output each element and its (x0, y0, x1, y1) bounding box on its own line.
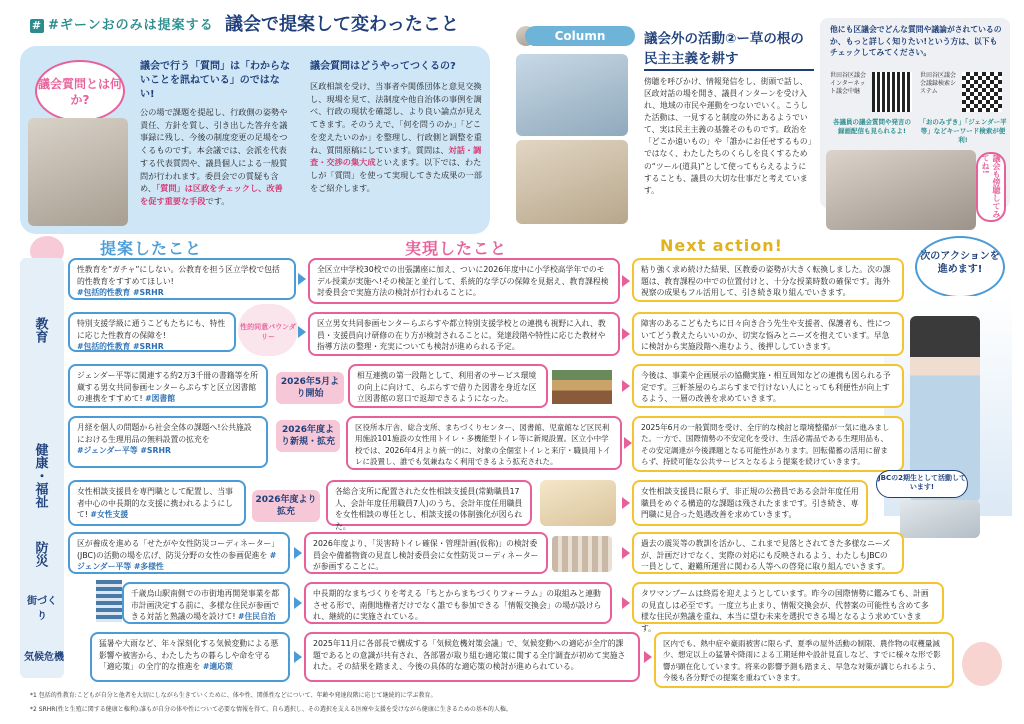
dialogue-photo (516, 140, 628, 224)
column-body: 傍聴を呼びかけ、情報発信をし、街頭で話し、区政対話の場を開き、議員インターンを受け入れ、地域の市民や運動をつないでいく。こうした活動は、一見すると制度の外にあるようでいて、実は民主主義の基盤そのものです。政治を「どこか遠いもの」や「誰かにお任せするもの」ではなく、わたしたちのくらしを良くするための“ツール(道具)”として使ってもらえるようにすることも、議員の大切な仕事だと考えています。 (644, 77, 812, 195)
info-intro: 他にも区議会でどんな質問や議論がされているのか、もっと詳しく知りたい!という方は、以下もチェックしてみてください。 (830, 25, 1002, 58)
section-proposal: 提案したこと (100, 239, 203, 258)
row-label-climate: 気候危機 (24, 652, 64, 663)
intro-col2-highlight: 対話・調査・交渉の集大成 (310, 144, 482, 168)
group-photo (826, 150, 976, 230)
proposal-tags: #ジェンダー平等 #SRHR (77, 446, 172, 456)
intro-col1 (140, 60, 290, 208)
proposal-box (122, 582, 290, 624)
next-bubble: 次のアクションを進めます! (915, 236, 1005, 298)
year-badge: 2026年度より拡充 (252, 490, 320, 522)
jbc-bubble: JBCの2期生として活動しています! (876, 470, 968, 498)
footnote-2: *2 SRHR(性と生殖に関する健康と権利):誰もが自分の体や性について必要な情報を得て、自ら選択し、その選択を支える医療や支援を受けながら健康に生きるための基本的人権。 (30, 706, 512, 713)
observe-bubble: 議会も傍聴してみてね! (976, 152, 1006, 222)
intro-col1-body (140, 106, 290, 208)
realized-box: 区立男女共同参画センターらぷらすや都立特別支援学校との連携も視野に入れ、教員・支援員向け研修の在り方が検討されることに。発達段階や特性に応じた教材や指導方法の整理・充実についても検討が進められる予定。 (308, 312, 620, 356)
footnote-1: *1 包括的性教育:こどもが自分と他者を大切にしながら生きていくために、体や性、関係性などについて、年齢や発達段階に応じて継続的に学ぶ教育。 (30, 692, 437, 699)
proposal-box (68, 416, 268, 468)
row-label-disaster: 防災 (32, 541, 48, 567)
proposal-tags: #包括的性教育 #SRHR (77, 288, 164, 298)
column-title: 議会外の活動②ー草の根の民主主義を耕す (644, 30, 814, 71)
row-label-education: 教育 (32, 317, 48, 343)
proposal-text: 月経を個人の問題から社会全体の課題へ!公共施設における生理用品の無料設置の拡充を (77, 423, 252, 444)
header-tag-text: #ギーンおのみは提案する (48, 18, 214, 33)
hand-label: 性的同意バウンダリー (238, 304, 298, 356)
page-title: 議会で提案して変わったこと (225, 14, 459, 35)
info-note2: 「おのみずき」「ジェンダー平等」などキーワード検索が便利! (919, 118, 1007, 145)
proposal-box (68, 258, 296, 300)
arrow-icon (622, 497, 630, 509)
arrow-icon (294, 597, 302, 609)
arrow-icon (622, 597, 630, 609)
building-icon (96, 580, 122, 622)
next-box: 粘り強く求め続けた結果、区教委の姿勢が大きく転換しました。次の課題は、教育課程の中での位置付けと、十分な授業時数の確保です。海外視察の成果もフル活用して、引き続き取り組んでいきます。 (632, 258, 904, 302)
portrait-photo (28, 118, 128, 226)
realized-box: 2026年度より、「災害時トイレ確保・管理計画(仮称)」の検討委員会や備蓄物資の見直し検討委員会に女性防災コーディネーターが参画することに。 (304, 532, 548, 574)
next-box: 女性相談支援員に限らず、非正規の公務員である会計年度任用職員をめぐる構造的な課題は残されたままです。引き続き、専門職に見合った処遇改善を求めていきます。 (632, 480, 868, 526)
section-realized: 実現したこと (405, 239, 508, 258)
intro-col2-heading: 議会質問はどうやってつくるの? (310, 61, 456, 72)
intro-col2-text: 区政相談を受け、当事者や関係団体と意見交換し、現場を見て、法制度や他自治体の事例を調べ、行政の現状を確認し、より良い論点が見えてきます。そのうえで、「何を問うのか」「どこを変えたいのか」を整理し、行政側と調整を重ね、質問原稿にしています。質問は、 (310, 81, 482, 155)
proposal-tags: #包括的性教育 #SRHR (77, 342, 164, 352)
arrow-icon (298, 326, 306, 338)
proposal-tags: #住民自治 (237, 612, 276, 622)
arrow-icon (294, 547, 302, 559)
arrow-icon (622, 275, 630, 287)
intro-col1-end: です。 (205, 195, 230, 206)
next-box: 今後は、事業や企画展示の協働実施・相互周知などの連携も図られる予定です。三軒茶屋のらぷらすまで行けない人にとっても利便性が向上するよう、一層の改善を求めていきます。 (632, 364, 904, 408)
qr2-label: 世田谷区議会会議録検索システム (920, 72, 957, 95)
realized-box: 2025年11月に各部長で構成する「気候危機対策会議」で、気候変動への適応が全庁的課題であるとの意識が共有され、各部署が取り組む適応策に関する全庁調査が初めて実施された。その結果を踏まえ、今後の具体的な適応策の検討が進められている。 (304, 632, 640, 682)
arrow-icon (294, 651, 302, 663)
proposal-text: 千歳烏山駅南側での市街地再開発事業を都市計画決定する前に、多様な住民が参画できる対話と熟議の場を設けて! (131, 589, 280, 622)
proposal-tags: #ジェンダー平等 #多様性 (77, 550, 277, 572)
header-tag (30, 14, 214, 33)
year-badge: 2026年度より新規・拡充 (276, 420, 340, 452)
qr-code-icon[interactable] (872, 72, 912, 112)
counseling-illustration (540, 480, 616, 526)
row-label-health: 健康・福祉 (32, 442, 48, 508)
proposal-text: 特別支援学級に通うこどもたちにも、特性に応じた性教育の保障を! (77, 319, 226, 340)
proposal-box (68, 312, 236, 352)
arrow-icon (622, 380, 630, 392)
next-box: タワマンブームは終焉を迎えようとしています。昨今の国際情勢に鑑みても、計画の見直しは必至です。一度立ち止まり、情報交換会が、代替案の可能性も含めて多様な住民が熟議を重ね、本当に望む未来を選択できる場となるよう求めていきます。 (632, 582, 944, 624)
realized-box: 中長期的なまちづくりを考える「ちとからまちづくりフォーラム」の取組みと連動させる形で、南側地権者だけでなく誰でも参加できる「情報交換会」の場が設けられ、継続的に実施されている。 (304, 582, 612, 624)
next-box: 過去の震災等の教訓を活かし、これまで見落とされてきた多様なニーズが、計画だけでなく、実際の対応にも反映されるよう、わたしもJBCの一員として、避難所運営に関わる人等への啓発に取り組んでいきます。 (632, 532, 904, 574)
proposal-box (90, 632, 290, 682)
qr1-label: 世田谷区議会インターネット議会中継 (830, 72, 867, 95)
proposal-tags: #適応策 (202, 662, 233, 672)
realized-box: 相互連携の第一段階として、利用者のサービス環境の向上に向けて、らぷらすで借りた図書を身近な区立図書館の窓口で返却できるようになった。 (348, 364, 548, 408)
proposal-text: ジェンダー平等に関連する約2万3千冊の書籍等を所蔵する男女共同参画センターらぷらすと区立図書館の連携をすすめて! (77, 371, 258, 404)
year-badge: 2026年5月より開始 (276, 372, 344, 404)
arrow-icon (644, 651, 652, 663)
proposal-text: 性教育を“ガチャ”にしない。公教育を担う区立学校で包括的性教育をすすめてほしい! (77, 265, 280, 286)
intro-bubble: 議会質問とは何か? (35, 60, 125, 122)
arrow-icon (622, 547, 630, 559)
intro-col1-highlight: 「質問」は区政をチェックし、改善を促す重要な手段 (140, 183, 283, 206)
arrow-icon (298, 273, 306, 285)
qr-code-icon[interactable] (962, 72, 1002, 112)
hash-icon: # (31, 19, 43, 32)
arrow-icon (622, 328, 630, 340)
intro-col2 (310, 60, 482, 194)
realized-box: 区役所本庁舎、総合支所、まちづくりセンター、図書館、児童館など区民利用施設101施設の女性用トイレ・多機能型トイレ等に新規設置。区立小中学校では、2026年4月より統一的に、対象の全個室トイレと来庁・職員用トイレに設置し、誰でも気兼ねなく利用できるよう拡充された。 (346, 416, 622, 470)
next-box: 区内でも、熱中症や豪雨被害に限らず、夏季の屋外活動の制限、農作物の収穫量減少、想定以上の猛暑や降雨による工期延伸や設計見直しなど、すでに様々な形で影響が顕在化しています。将来の影響予測も踏まえ、早急な対策が講じられるよう、今後も各分野での提案を重ねていきます。 (654, 632, 954, 688)
info-note1: 各議員の議会質問や発言の録画配信も見られるよ! (833, 118, 911, 136)
next-box: 障害のあるこどもたちに日々向き合う先生や支援者、保護者も、性についてどう教えたらいいのか、切実な悩みとニーズを抱えています。早急に検討から実施段階へ進むよう、後押ししていきます。 (632, 312, 904, 356)
proposal-text: 女性相談支援員を専門職として配置し、当事者中心の中長期的な支援に携われるようにして! (77, 487, 233, 520)
proposal-tags: #女性支援 (90, 510, 129, 520)
proposal-tags: #図書館 (145, 394, 175, 404)
jbc-photo (900, 500, 980, 538)
column-badge: Column (525, 26, 635, 46)
proposal-box (68, 364, 268, 408)
proposal-text: 猛暑や大雨など、年々深刻化する気候変動による悪影響や被害から、わたしたちの暮らしや命を守る「適応策」の全庁的な推進を (99, 639, 279, 672)
proposal-text: 区が養成を進める「せたがや女性防災コーディネーター」(JBC)の活動の場を広げ、防災分野の女性の参画促進を (77, 539, 280, 560)
realized-box: 全区立中学校30校での出張講座に加え、ついに2026年度中に小学校高学年でのモデル授業が実施へ!その検証と並行して、系統的な学びの保障を見据え、教育課程検討委員会で実施方法の検討が行われることに。 (308, 258, 620, 304)
books-illustration (552, 370, 612, 404)
section-next: Next action! (660, 236, 783, 255)
arrow-icon (624, 437, 632, 449)
realized-box: 各総合支所に配置された女性相談支援員(常勤職員17人、会計年度任用職員7人)のうち、会計年度任用職員を女性相談の専任とし、相談支援の体制強化が図られた。 (326, 480, 532, 526)
supplies-illustration (552, 536, 612, 572)
intro-col1-heading: 議会で行う「質問」は「わからないことを訊ねている」のではない! (140, 61, 290, 100)
mascot-icon (962, 642, 1002, 686)
intro-col2-end: といえます。以下では、わたしが「質問」を使って実現してきた成果の一部をご紹介します。 (310, 157, 482, 193)
next-box: 2025年6月の一般質問を受け、全庁的な検討と環境整備が一気に進みました。一方で、国際情勢の不安定化を受け、生活必需品である生理用品も、その安定調達が今後課題となる可能性があります。回転備蓄の活用に留まらず、持続可能な公共サービスとなるよう提案を続けていきます。 (632, 416, 904, 472)
street-speech-photo (516, 54, 628, 136)
proposal-box (68, 480, 246, 526)
proposal-box (68, 532, 290, 574)
intro-col1-text: 公の場で課題を提起し、行政側の姿勢や責任、方針を質し、引き出した答弁を議事録に残し、今後の制度変更の足場をつくるものです。本会議では、会派を代表する代表質問や、議員個人による一般質問が行われます。委員会での質疑も含め、 (140, 107, 288, 194)
intro-col2-body (310, 80, 482, 194)
row-label-town: 街づくり (27, 596, 57, 622)
